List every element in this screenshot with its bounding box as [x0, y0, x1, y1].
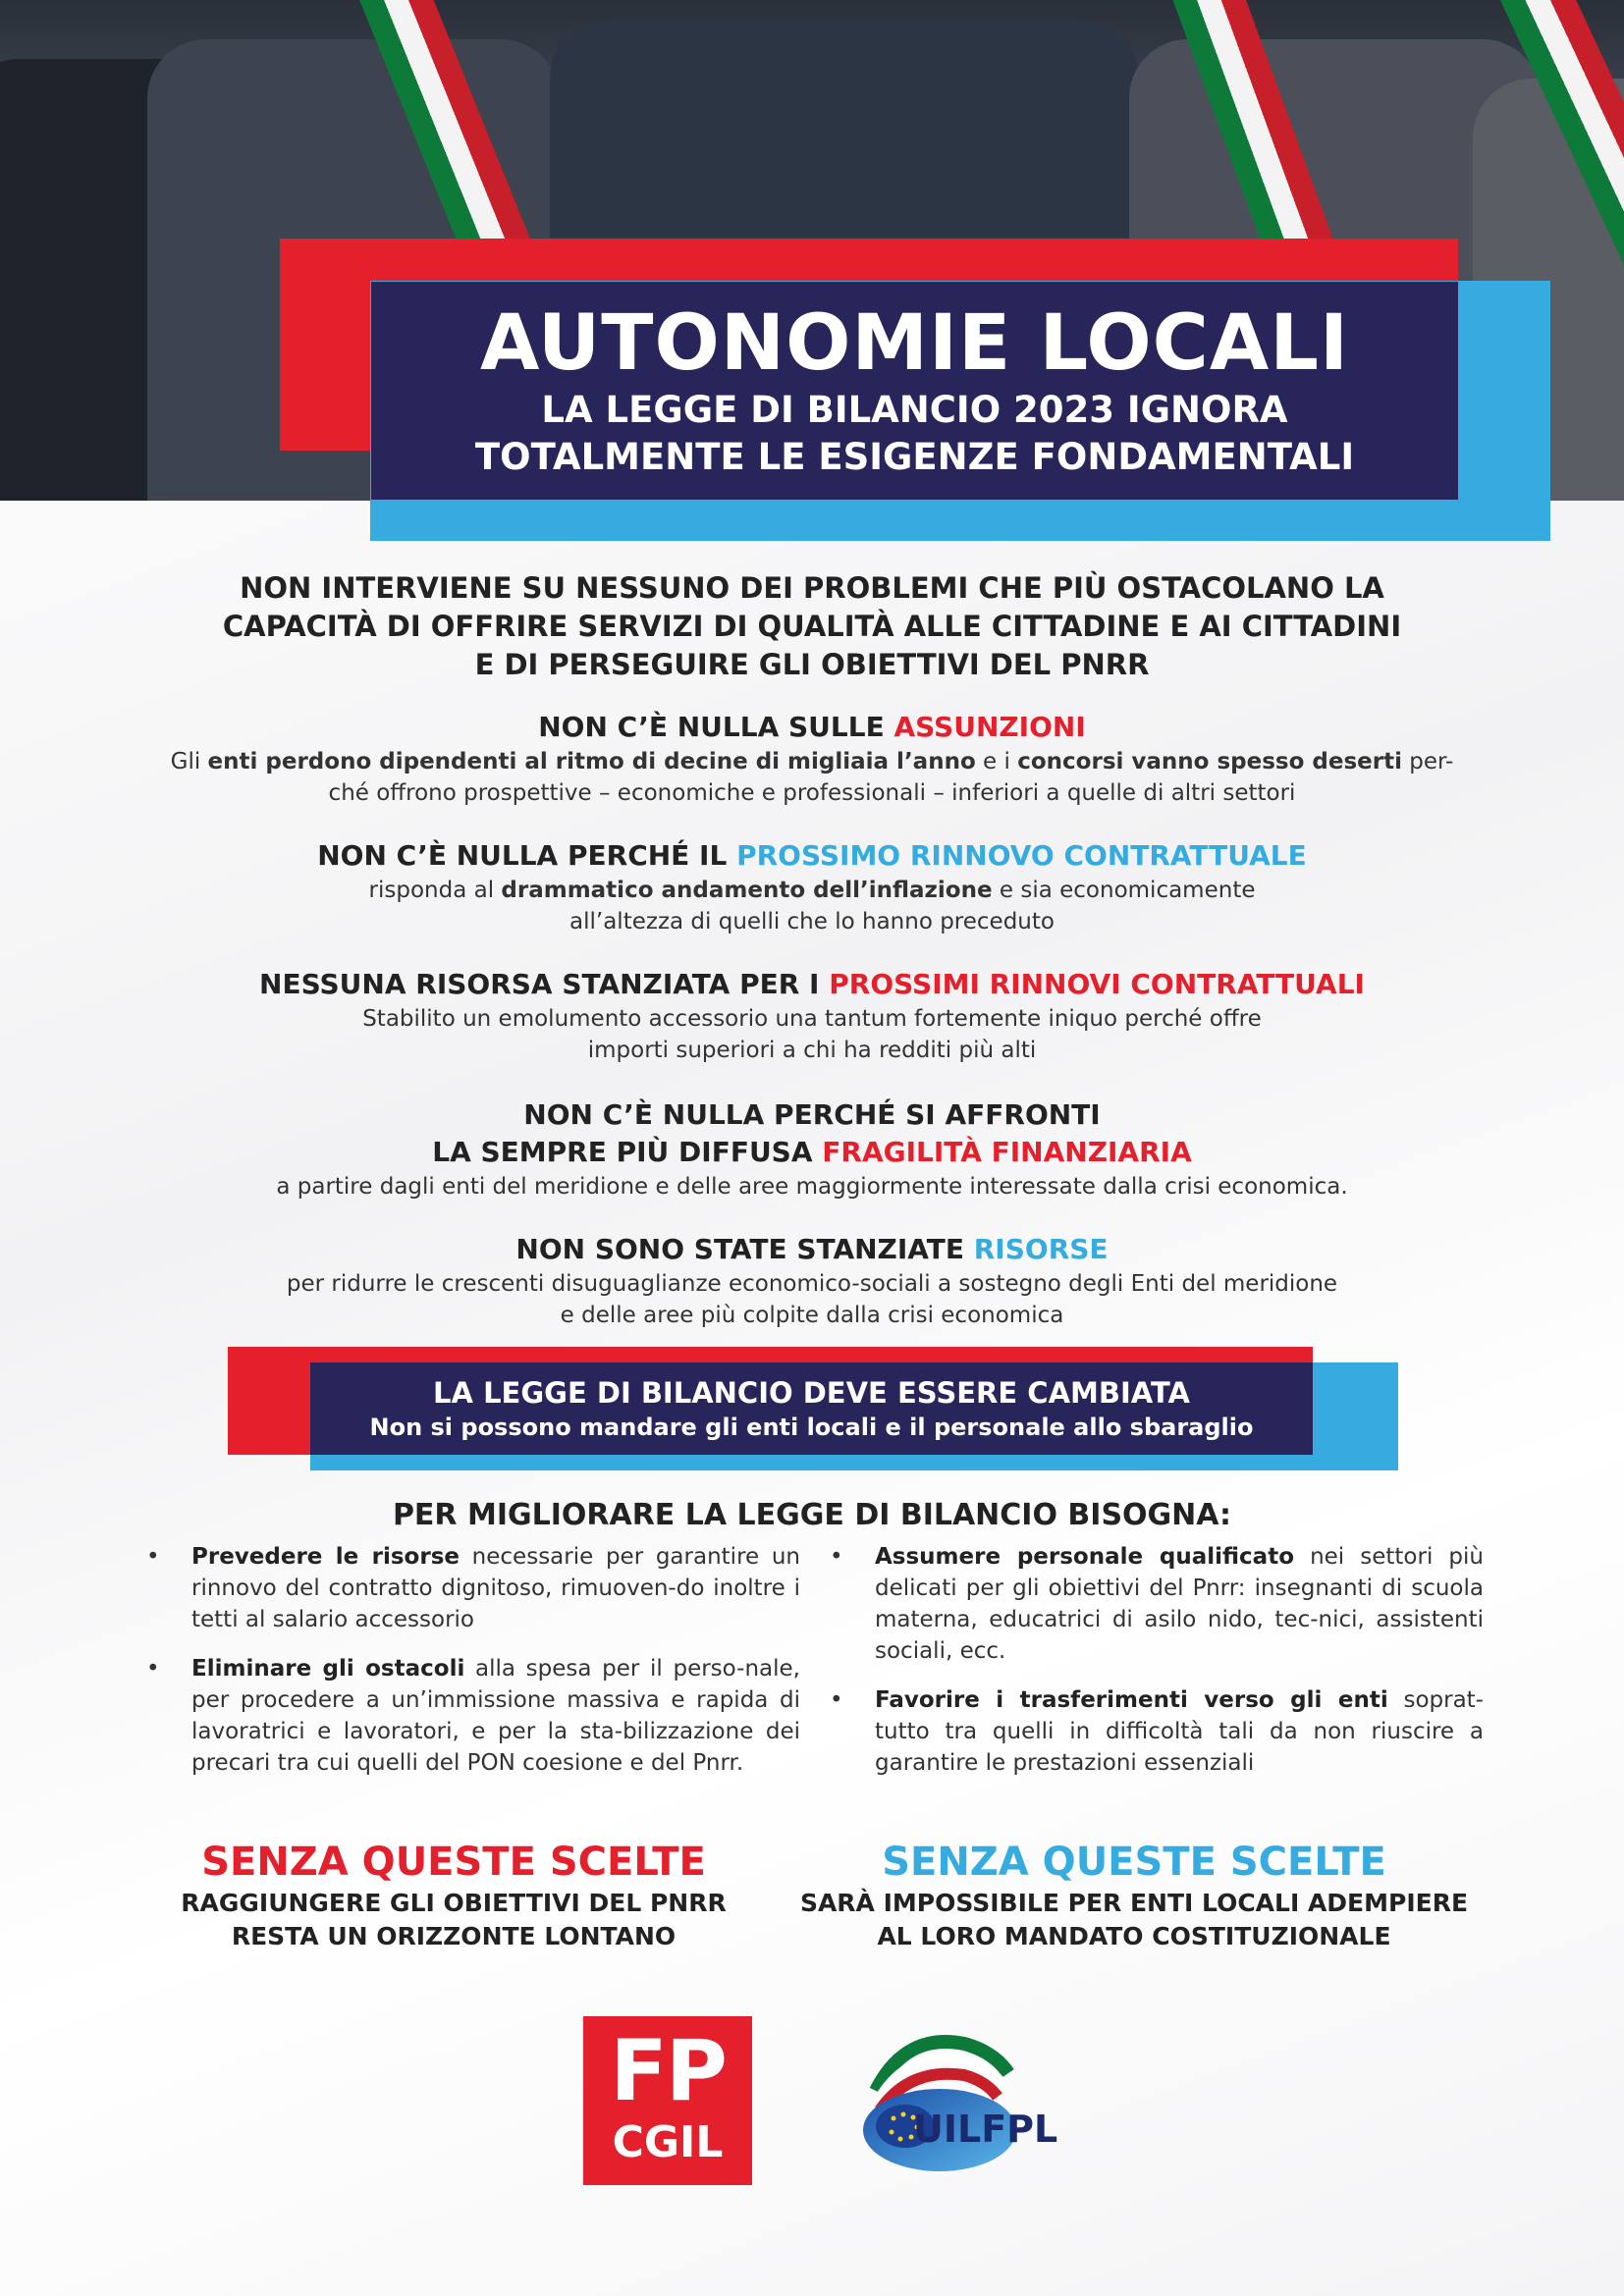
intro-line-2: CAPACITÀ DI OFFRIRE SERVIZI DI QUALITÀ ALLE CITTADINE E AI CITTADINI — [222, 610, 1402, 643]
heading-highlight: RISORSE — [973, 1233, 1109, 1265]
closing-heading: SENZA QUESTE SCELTE — [882, 1840, 1386, 1885]
section-body — [108, 746, 1516, 809]
section-heading — [108, 966, 1516, 1003]
callout-subtitle: Non si possono mandare gli enti locali e il personale allo sbaraglio — [369, 1414, 1254, 1441]
intro-line-1: NON INTERVIENE SU NESSUNO DEI PROBLEMI CHE PIÙ OSTACOLANO LA — [240, 571, 1384, 605]
item-text: soprat-tutto tra quelli in difficoltà tali da non riuscire a garantire le prestazioni essenziali — [875, 1687, 1484, 1776]
bullet-icon: • — [830, 1687, 843, 1713]
body-text: per- — [1402, 749, 1454, 774]
body-text: e sia economicamente — [992, 878, 1256, 903]
item-bold: Assumere personale qualificato — [875, 1544, 1294, 1570]
section-risorse-rinnovi — [108, 966, 1516, 1066]
fp-cgil-logo — [583, 2016, 752, 2185]
closing-line: SARÀ IMPOSSIBILE PER ENTI LOCALI ADEMPIERE — [799, 1889, 1469, 1917]
body-text: importi superiori a chi ha redditi più alti — [587, 1038, 1037, 1063]
section-body — [108, 1268, 1516, 1331]
section-fragilita-finanziaria — [108, 1096, 1516, 1202]
logo-fp-text: FP — [610, 2022, 726, 2120]
body-text: a partire dagli enti del meridione e delle aree maggiormente interessate dalla crisi economica. — [276, 1174, 1348, 1200]
list-item — [146, 1653, 800, 1779]
body-text: per ridurre le crescenti disuguaglianze economico-sociali a sostegno degli Enti del meridione — [286, 1271, 1338, 1297]
uil-logo-text: UILFPL — [913, 2108, 1058, 2151]
intro-statement — [118, 569, 1506, 684]
body-text: all’altezza di quelli che lo hanno preceduto — [569, 909, 1055, 934]
heading-text: NESSUNA RISORSA STANZIATA PER I — [259, 968, 830, 1000]
closing-line: AL LORO MANDATO COSTITUZIONALE — [877, 1922, 1391, 1950]
section-heading — [108, 1231, 1516, 1268]
heading-text: NON SONO STATE STANZIATE — [515, 1233, 974, 1265]
bullet-icon: • — [830, 1544, 843, 1570]
heading-text: NON C’È NULLA PERCHÉ SI AFFRONTI — [523, 1098, 1101, 1131]
section-heading — [108, 1096, 1516, 1171]
logo-cgil-text: CGIL — [612, 2117, 724, 2167]
section-heading — [108, 709, 1516, 746]
item-bold: Prevedere le risorse — [191, 1544, 460, 1570]
body-bold: drammatico andamento dell’inflazione — [501, 878, 993, 903]
section-body — [108, 1003, 1516, 1066]
list-item — [830, 1541, 1484, 1667]
closing-left — [110, 1838, 797, 1953]
body-text: Stabilito un emolumento accessorio una tantum fortemente iniquo perché offre — [362, 1006, 1262, 1032]
list-item — [146, 1541, 801, 1635]
body-text: ché offrono prospettive – economiche e professionali – inferiori a quelle di altri settori — [328, 780, 1296, 806]
heading-highlight: FRAGILITÀ FINANZIARIA — [822, 1136, 1192, 1168]
page-title: AUTONOMIE LOCALI — [479, 299, 1350, 388]
section-body — [108, 875, 1516, 937]
callout-band — [310, 1362, 1313, 1455]
improve-title: PER MIGLIORARE LA LEGGE DI BILANCIO BISOGNA: — [392, 1498, 1232, 1532]
heading-highlight: PROSSIMI RINNOVI CONTRATTUALI — [829, 968, 1365, 1000]
heading-highlight: ASSUNZIONI — [893, 711, 1086, 743]
section-rinnovo-contrattuale — [108, 837, 1516, 937]
callout-title: LA LEGGE DI BILANCIO DEVE ESSERE CAMBIATA — [433, 1376, 1190, 1410]
section-heading — [108, 837, 1516, 875]
body-text: e i — [975, 749, 1018, 774]
heading-text: LA SEMPRE PIÙ DIFFUSA — [432, 1136, 823, 1168]
item-text: necessarie per garantire un rinnovo del contratto dignitoso, rimuoven-do inoltre i tetti al salario accessorio — [191, 1544, 801, 1632]
closing-heading: SENZA QUESTE SCELTE — [201, 1840, 706, 1885]
closing-line: RESTA UN ORIZZONTE LONTANO — [231, 1922, 677, 1950]
bullet-icon: • — [146, 1656, 160, 1682]
item-bold: Eliminare gli ostacoli — [191, 1656, 465, 1682]
body-text: e delle aree più colpite dalla crisi economica — [560, 1303, 1064, 1328]
intro-line-3: E DI PERSEGUIRE GLI OBIETTIVI DEL PNRR — [474, 648, 1150, 681]
bullet-icon: • — [146, 1544, 160, 1570]
heading-text: NON C’È NULLA PERCHÉ IL — [317, 839, 737, 872]
subtitle-line-1: LA LEGGE DI BILANCIO 2023 IGNORA — [541, 389, 1288, 431]
closing-line: RAGGIUNGERE GLI OBIETTIVI DEL PNRR — [181, 1889, 727, 1917]
section-body — [108, 1171, 1516, 1202]
uil-emblem-icon — [846, 2022, 1092, 2179]
improve-list-left — [146, 1541, 801, 1796]
section-risorse — [108, 1231, 1516, 1331]
item-text: nei settori più delicati per gli obiettivi del Pnrr: insegnanti di scuola materna, educatrici di asilo nido, tec-nici, assistenti sociali, ecc. — [875, 1544, 1484, 1664]
body-bold: enti perdono dipendenti al ritmo di decine di migliaia l’anno — [207, 749, 976, 774]
item-bold: Favorire i trasferimenti verso gli enti — [875, 1687, 1388, 1713]
closing-right — [790, 1838, 1478, 1953]
body-bold: concorsi vanno spesso deserti — [1017, 749, 1402, 774]
section-assunzioni — [108, 709, 1516, 809]
item-text: alla spesa per il perso-nale, per procedere a un’immissione massiva e rapida di lavoratrici e lavoratori, e per la sta-bilizzazione dei precari tra cui quelli del PON coesione e del Pnrr. — [191, 1656, 800, 1776]
subtitle-line-2: TOTALMENTE LE ESIGENZE FONDAMENTALI — [474, 436, 1355, 478]
list-item — [830, 1684, 1484, 1779]
improve-list-right — [830, 1541, 1484, 1796]
title-box — [371, 282, 1458, 500]
body-text: risponda al — [368, 878, 502, 903]
uilfpl-logo — [846, 2022, 1092, 2179]
heading-text: NON C’È NULLA SULLE — [538, 711, 894, 743]
heading-highlight: PROSSIMO RINNOVO CONTRATTUALE — [736, 839, 1307, 872]
body-text: Gli — [170, 749, 208, 774]
